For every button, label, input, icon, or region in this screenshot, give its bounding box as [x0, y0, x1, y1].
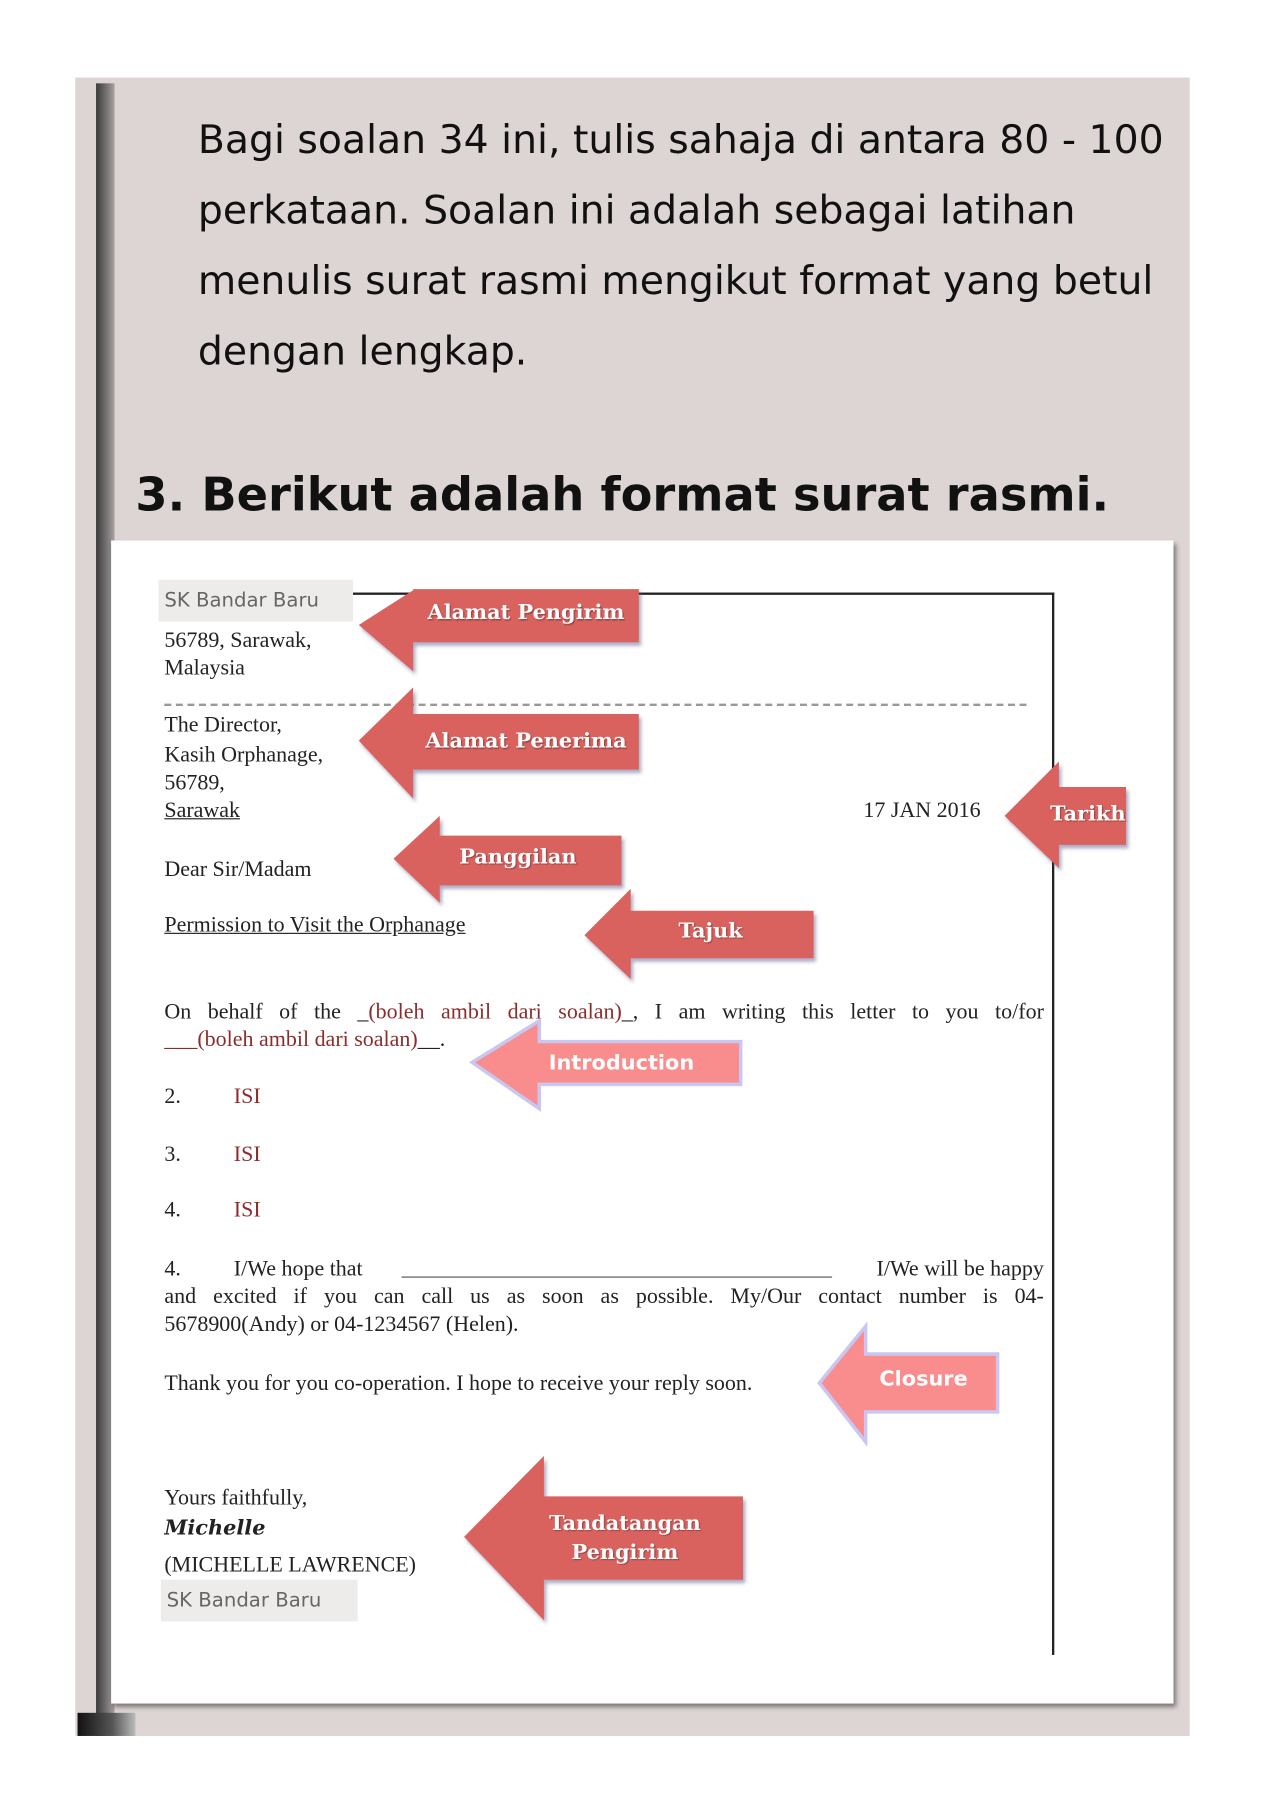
- body-item-number: 3.: [164, 1142, 181, 1167]
- footer-school: SK Bandar Baru: [161, 1580, 358, 1622]
- signatory-name: (MICHELLE LAWRENCE): [164, 1553, 417, 1578]
- label-tarikh: Tarikh: [1050, 802, 1126, 827]
- body-item-text: ISI: [233, 1142, 261, 1167]
- label-introduction: Introduction: [548, 1050, 695, 1076]
- label-alamat-penerima: Alamat Penerima: [425, 729, 627, 754]
- label-tajuk: Tajuk: [678, 918, 743, 944]
- recipient-line: Kasih Orphanage,: [164, 742, 324, 768]
- thanks-line: Thank you for you co-operation. I hope to receive your reply soon.: [164, 1371, 753, 1396]
- label-closure: Closure: [879, 1366, 968, 1392]
- intro-paragraph-line: ___(boleh ambil dari soalan)__.: [164, 1027, 446, 1052]
- closing-text: I/We will be happy: [876, 1256, 1044, 1282]
- closing-text: I/We hope that: [233, 1256, 363, 1282]
- recipient-line: Sarawak: [164, 798, 241, 823]
- label-tandatangan-pengirim: Tandatangan Pengirim: [549, 1511, 701, 1565]
- sender-school: SK Bandar Baru: [159, 580, 353, 622]
- section-heading: 3. Berikut adalah format surat rasmi.: [135, 468, 1110, 522]
- intro-paragraph-line: On behalf of the _(boleh ambil dari soalan)_, I am writing this letter to you to/for: [164, 999, 1044, 1025]
- letter-title: Permission to Visit the Orphanage: [164, 913, 466, 938]
- complimentary-close: Yours faithfully,: [164, 1485, 308, 1511]
- signature: Michelle: [164, 1516, 266, 1541]
- body-item-text: ISI: [233, 1197, 261, 1223]
- body-item-number: 2.: [164, 1084, 181, 1109]
- letter-date: 17 JAN 2016: [863, 798, 981, 823]
- body-item-text: ISI: [233, 1084, 261, 1109]
- closing-text: 5678900(Andy) or 04-1234567 (Helen).: [164, 1312, 519, 1337]
- closing-text: and excited if you can call us as soon as possible. My/Our contact number is 04-: [164, 1284, 1044, 1309]
- recipient-line: 56789,: [164, 770, 225, 796]
- label-panggilan: Panggilan: [459, 844, 577, 870]
- recipient-line: The Director,: [164, 712, 282, 738]
- instruction-paragraph: Bagi soalan 34 ini, tulis sahaja di antara 80 - 100 perkataan. Soalan ini adalah sebagai latihan menulis surat rasmi mengikut format yang betul dengan lengkap.: [197, 116, 1164, 375]
- closing-number: 4.: [164, 1256, 181, 1282]
- label-alamat-pengirim: Alamat Pengirim: [427, 600, 625, 625]
- salutation: Dear Sir/Madam: [164, 857, 312, 882]
- body-item-number: 4.: [164, 1197, 181, 1223]
- sender-line: Malaysia: [164, 656, 245, 681]
- sender-line: 56789, Sarawak,: [164, 628, 312, 653]
